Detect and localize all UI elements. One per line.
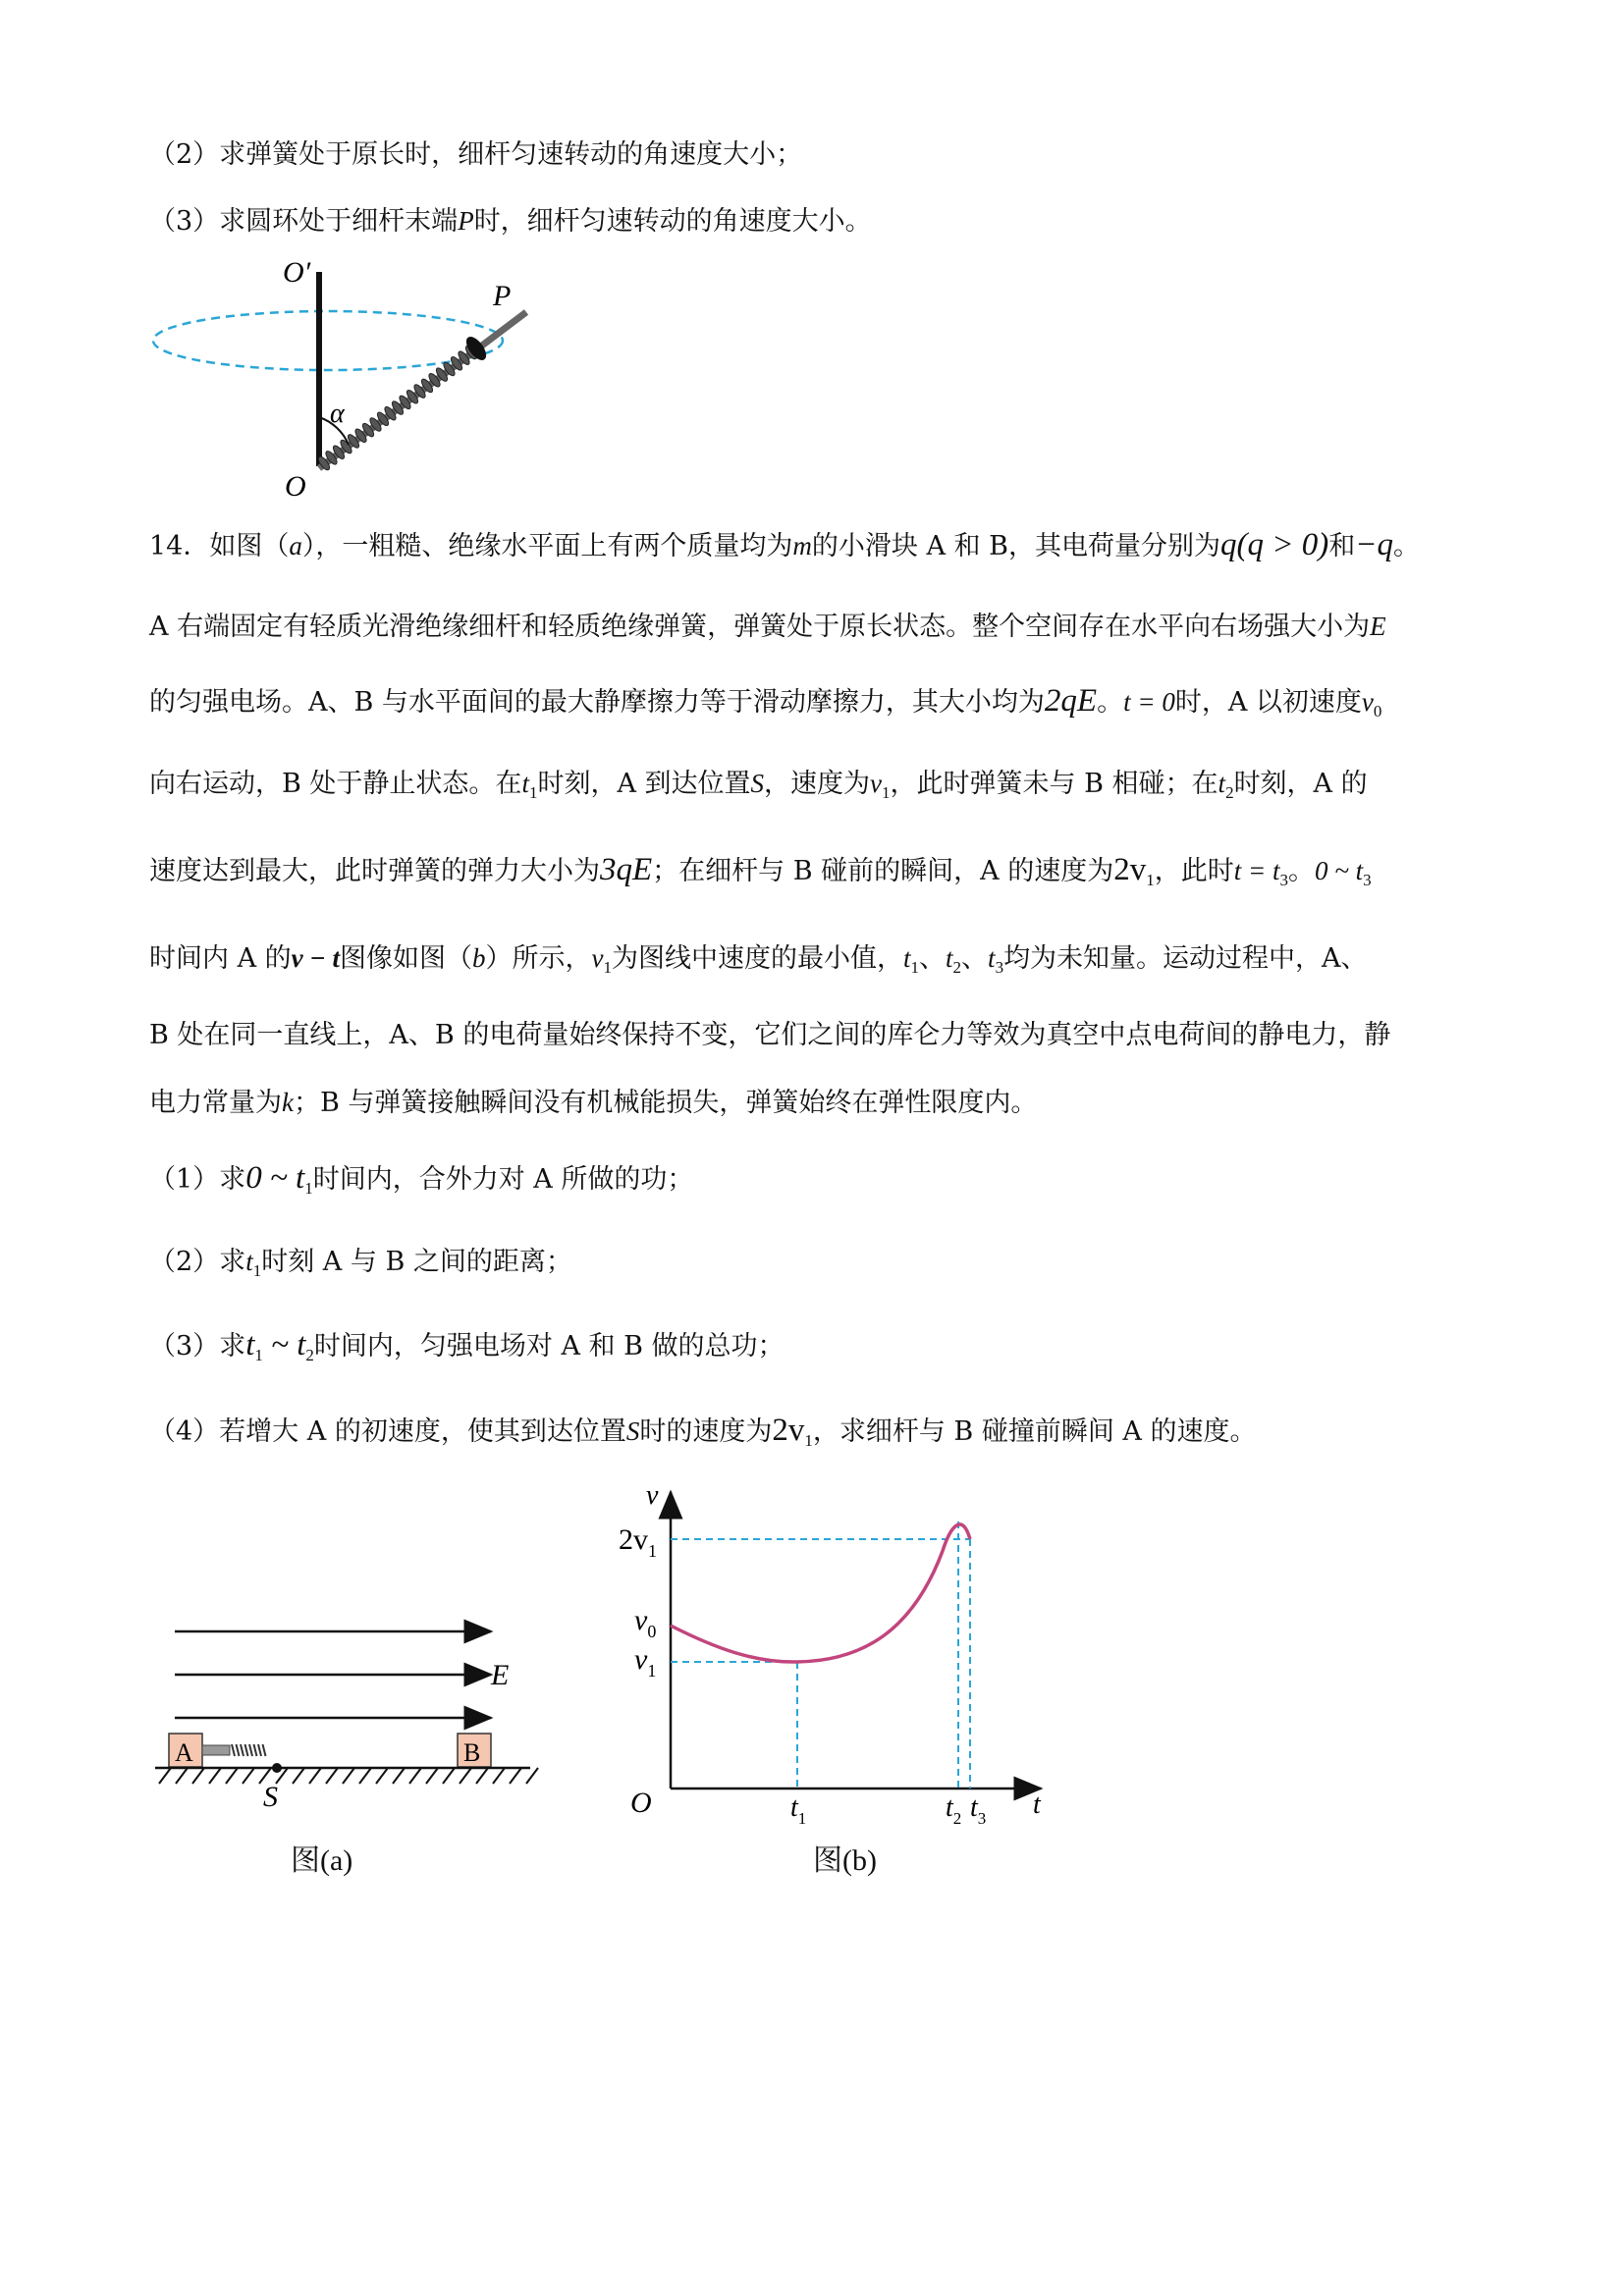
- q14-l4-t1-sub: 1: [528, 783, 538, 802]
- q14-s3-t2-sub: 2: [305, 1346, 314, 1364]
- q14-l5-range: 0 ~ t: [1315, 856, 1364, 885]
- spring-a-turn: [263, 1744, 266, 1756]
- q14-l1-e: 。: [1392, 531, 1420, 561]
- q13-sub3-text-a: （3）求圆环处于细杆末端: [149, 206, 459, 237]
- q14-line-8: [149, 1083, 1037, 1123]
- hatch-mark: [393, 1768, 405, 1784]
- q14-s4-b: 时的速度为: [639, 1416, 773, 1447]
- q14-l3-t0: t = 0: [1123, 687, 1175, 717]
- hatch-mark: [443, 1768, 455, 1784]
- q14-l6-b: 图像如图（: [340, 943, 473, 974]
- spring-a-turn: [241, 1744, 244, 1756]
- spring-a-turn: [258, 1744, 261, 1756]
- q14-l4-e: 时刻，A 的: [1233, 769, 1368, 799]
- q14-l4-t1: t: [521, 769, 529, 798]
- y-tick-2v1-sub: 1: [648, 1541, 657, 1561]
- q14-s1-range-sub: 1: [304, 1179, 313, 1198]
- q14-s2-a: （2）求: [149, 1247, 246, 1277]
- q14-l1-q: q: [1219, 527, 1237, 562]
- hatch-mark: [243, 1768, 254, 1784]
- q14-s2-t1: t: [245, 1247, 253, 1276]
- q14-s4-2v1: 2v: [772, 1413, 805, 1448]
- y-tick-v1-main: v: [634, 1643, 648, 1676]
- q14-l6-t1-sub: 1: [910, 958, 920, 977]
- q14-l6-a: 时间内 A 的: [149, 943, 292, 974]
- q14-line-1: [149, 525, 1420, 566]
- hatch-mark: [326, 1768, 338, 1784]
- q14-s4-S: S: [625, 1416, 640, 1446]
- q14-s4-a: （4）若增大 A 的初速度，使其到达位置: [149, 1416, 626, 1447]
- velocity-curve: [671, 1524, 970, 1662]
- q14-l6-t3-sub: 3: [995, 958, 1004, 977]
- block-B-label: B: [463, 1738, 481, 1767]
- q14-s3-t1-sub: 1: [254, 1346, 263, 1364]
- q14-l5-t3-sub: 3: [1279, 871, 1288, 889]
- q14-l3-v0-sub: 0: [1373, 702, 1382, 721]
- q14-l5-t3: t = t: [1233, 856, 1280, 885]
- q14-l4-t2: t: [1218, 769, 1226, 798]
- hatch-mark: [493, 1768, 505, 1784]
- q14-s1-a: （1）求: [149, 1164, 246, 1195]
- label-alpha: α: [330, 399, 345, 429]
- x-tick-t2: [946, 1792, 961, 1828]
- q14-l5-range-sub: 3: [1363, 871, 1372, 889]
- q14-l6-c: ）所示，: [485, 943, 592, 974]
- y-tick-2v1-main: 2v: [619, 1523, 648, 1556]
- q14-s3-t2: ~ t: [262, 1327, 306, 1362]
- q14-l4-v1: v: [870, 769, 883, 798]
- q14-l6-sep2: 、: [961, 943, 989, 974]
- hatch-mark: [293, 1768, 304, 1784]
- y-tick-2v1: [619, 1523, 657, 1561]
- q14-l3-a: 的匀强电场。A、B 与水平面间的最大静摩擦力等于滑动摩擦力，其大小均为: [149, 687, 1045, 718]
- rod: [202, 1745, 230, 1755]
- spring-a-turn: [254, 1744, 257, 1756]
- q14-l6-vt: v − t: [291, 943, 341, 973]
- hatch-mark: [343, 1768, 354, 1784]
- x-tick-t1-main: t: [790, 1792, 798, 1823]
- q14-l4-v1-sub: 1: [882, 783, 891, 802]
- label-P: P: [493, 280, 512, 312]
- q14-l4-t2-sub: 2: [1225, 783, 1234, 802]
- hatch-mark: [376, 1768, 388, 1784]
- q14-l5-d: 。: [1288, 856, 1315, 886]
- q13-sub3-P: P: [458, 206, 474, 236]
- q14-s2-b: 时刻 A 与 B 之间的距离；: [261, 1247, 572, 1277]
- q14-l4-c: ，速度为: [764, 769, 871, 799]
- q14-l6-fig: b: [472, 943, 486, 973]
- q14-l5-2v1-sub: 1: [1146, 871, 1155, 889]
- q14-l2-a: A 右端固定有轻质光滑绝缘细杆和轻质绝缘弹簧，弹簧处于原长状态。整个空间存在水平向右场强大小为: [149, 612, 1371, 642]
- hatch-mark: [510, 1768, 521, 1784]
- q13-sub2-text: （2）求弹簧处于原长时，细杆匀速转动的角速度大小；: [149, 139, 803, 170]
- axis-label-v: v: [646, 1482, 659, 1511]
- label-O: O: [285, 470, 306, 503]
- origin-label: O: [630, 1787, 652, 1819]
- q14-l7-text: B 处在同一直线上，A、B 的电荷量始终保持不变，它们之间的库仑力等效为真空中点电荷间的静电力，静: [149, 1020, 1391, 1050]
- spring-a: [232, 1744, 266, 1756]
- q13-subquestion-2: [149, 135, 802, 175]
- q14-l5-force: 3qE: [600, 852, 653, 887]
- spring-a-turn: [237, 1744, 240, 1756]
- q14-s1-range: 0 ~ t: [245, 1160, 305, 1196]
- q14-subquestion-4: [149, 1411, 1257, 1461]
- q14-l1-d: 和: [1328, 531, 1356, 561]
- q14-l6-t2-sub: 2: [952, 958, 962, 977]
- y-tick-v0-main: v: [634, 1604, 648, 1636]
- q14-line-3: [149, 681, 1381, 731]
- q14-line-6: [149, 938, 1368, 988]
- x-tick-t2-sub: 2: [952, 1809, 962, 1828]
- q14-l6-t3: t: [988, 943, 996, 973]
- figure-b-caption: 图(b): [813, 1844, 877, 1877]
- q14-l1-fig: a: [289, 531, 302, 561]
- label-O-prime: O′: [283, 260, 311, 289]
- x-tick-t3-main: t: [970, 1792, 978, 1823]
- q14-s3-a: （3）求: [149, 1331, 246, 1362]
- figure-a-caption: 图(a): [291, 1844, 353, 1877]
- q14-subquestion-3: [149, 1325, 785, 1375]
- q14-line-2: [149, 607, 1386, 647]
- block-A-label: A: [175, 1738, 193, 1767]
- hatch-mark: [176, 1768, 188, 1784]
- rotating-rod-figure: [137, 260, 560, 515]
- y-tick-v1: [634, 1643, 656, 1681]
- q14-line-5: [149, 850, 1372, 900]
- q14-l1-m: m: [792, 531, 812, 561]
- q14-l5-c: ，此时: [1154, 856, 1234, 886]
- q14-s2-t1-sub: 1: [252, 1261, 262, 1280]
- hatch-mark: [460, 1768, 471, 1784]
- q14-subquestion-1: [149, 1158, 693, 1208]
- hatch-mark: [192, 1768, 204, 1784]
- q14-l4-b: 时刻，A 到达位置: [537, 769, 751, 799]
- q14-l5-2v1: 2v: [1113, 852, 1147, 887]
- q14-l2-E: E: [1370, 612, 1386, 641]
- hatch-mark: [159, 1768, 171, 1784]
- q14-l1-b: ），一粗糙、绝缘水平面上有两个质量均为: [301, 531, 793, 561]
- hatch-mark: [526, 1768, 538, 1784]
- q14-l3-b: 。: [1097, 687, 1124, 718]
- q13-sub3-text-b: 时，细杆匀速转动的角速度大小。: [473, 206, 872, 237]
- ground-hatch: [159, 1768, 538, 1784]
- q14-l3-v0: v: [1361, 687, 1374, 717]
- spring-a-turn: [249, 1744, 252, 1756]
- q13-subquestion-3: [149, 201, 872, 241]
- q14-line-7: [149, 1016, 1390, 1055]
- y-tick-v0-sub: 0: [647, 1622, 657, 1641]
- q14-l8-k: k: [282, 1088, 294, 1117]
- figure-b-chart: [589, 1482, 1080, 1845]
- q14-l3-c: 时，A 以初速度: [1174, 687, 1362, 718]
- q14-l6-v1-sub: 1: [603, 958, 613, 977]
- q14-l4-S: S: [750, 769, 765, 798]
- hatch-mark: [359, 1768, 371, 1784]
- q14-l8-a: 电力常量为: [149, 1088, 282, 1118]
- q14-l4-a: 向右运动，B 处于静止状态。在: [149, 769, 522, 799]
- q14-s4-c: ，求细杆与 B 碰撞前瞬间 A 的速度。: [812, 1416, 1257, 1447]
- x-tick-t1: [790, 1792, 806, 1828]
- rotation-circle: [153, 311, 503, 370]
- axis-label-t: t: [1033, 1789, 1041, 1820]
- q14-l3-friction: 2qE: [1044, 683, 1098, 719]
- field-label-E: E: [491, 1659, 510, 1691]
- q14-l1-c: 的小滑块 A 和 B，其电荷量分别为: [811, 531, 1220, 561]
- x-tick-t2-main: t: [946, 1792, 953, 1823]
- q14-l1-q-cond: (q > 0): [1236, 527, 1329, 562]
- q14-l1-negq: −q: [1355, 527, 1393, 562]
- q14-s3-t1: t: [245, 1327, 255, 1362]
- q14-l6-d: 为图线中速度的最小值，: [612, 943, 904, 974]
- x-tick-t3: [970, 1792, 986, 1828]
- x-tick-t3-sub: 3: [977, 1809, 987, 1828]
- q14-line-4: [149, 764, 1368, 813]
- y-tick-v1-sub: 1: [647, 1661, 657, 1681]
- q14-s3-b: 时间内，匀强电场对 A 和 B 做的总功；: [313, 1331, 785, 1362]
- q14-l6-v1: v: [591, 943, 604, 973]
- hatch-mark: [426, 1768, 438, 1784]
- x-tick-t1-sub: 1: [797, 1809, 807, 1828]
- q14-s4-2v1-sub: 1: [804, 1431, 813, 1450]
- point-S-label: S: [263, 1781, 278, 1813]
- q14-l4-d: ，此时弹簧未与 B 相碰；在: [890, 769, 1218, 799]
- hatch-mark: [409, 1768, 421, 1784]
- q14-l6-sep1: 、: [919, 943, 947, 974]
- q14-l6-t1: t: [903, 943, 911, 973]
- q14-s1-b: 时间内，合外力对 A 所做的功；: [312, 1164, 694, 1195]
- q14-l5-a: 速度达到最大，此时弹簧的弹力大小为: [149, 856, 600, 886]
- y-tick-v0: [634, 1604, 656, 1641]
- hatch-mark: [476, 1768, 488, 1784]
- spring-a-turn: [245, 1744, 248, 1756]
- q14-l6-t2: t: [946, 943, 953, 973]
- q14-l8-b: ；B 与弹簧接触瞬间没有机械能损失，弹簧始终在弹性限度内。: [293, 1088, 1038, 1118]
- point-S-dot: [272, 1763, 282, 1773]
- figure-a: [147, 1600, 560, 1836]
- hatch-mark: [309, 1768, 321, 1784]
- spring-a-turn: [232, 1744, 235, 1756]
- hatch-mark: [209, 1768, 221, 1784]
- q14-l6-e: 均为未知量。运动过程中，A、: [1003, 943, 1368, 974]
- q14-l5-b: ；在细杆与 B 碰前的瞬间，A 的速度为: [652, 856, 1114, 886]
- q14-subquestion-2: [149, 1242, 572, 1291]
- q14-l1-a: 14．如图（: [149, 531, 290, 561]
- hatch-mark: [226, 1768, 238, 1784]
